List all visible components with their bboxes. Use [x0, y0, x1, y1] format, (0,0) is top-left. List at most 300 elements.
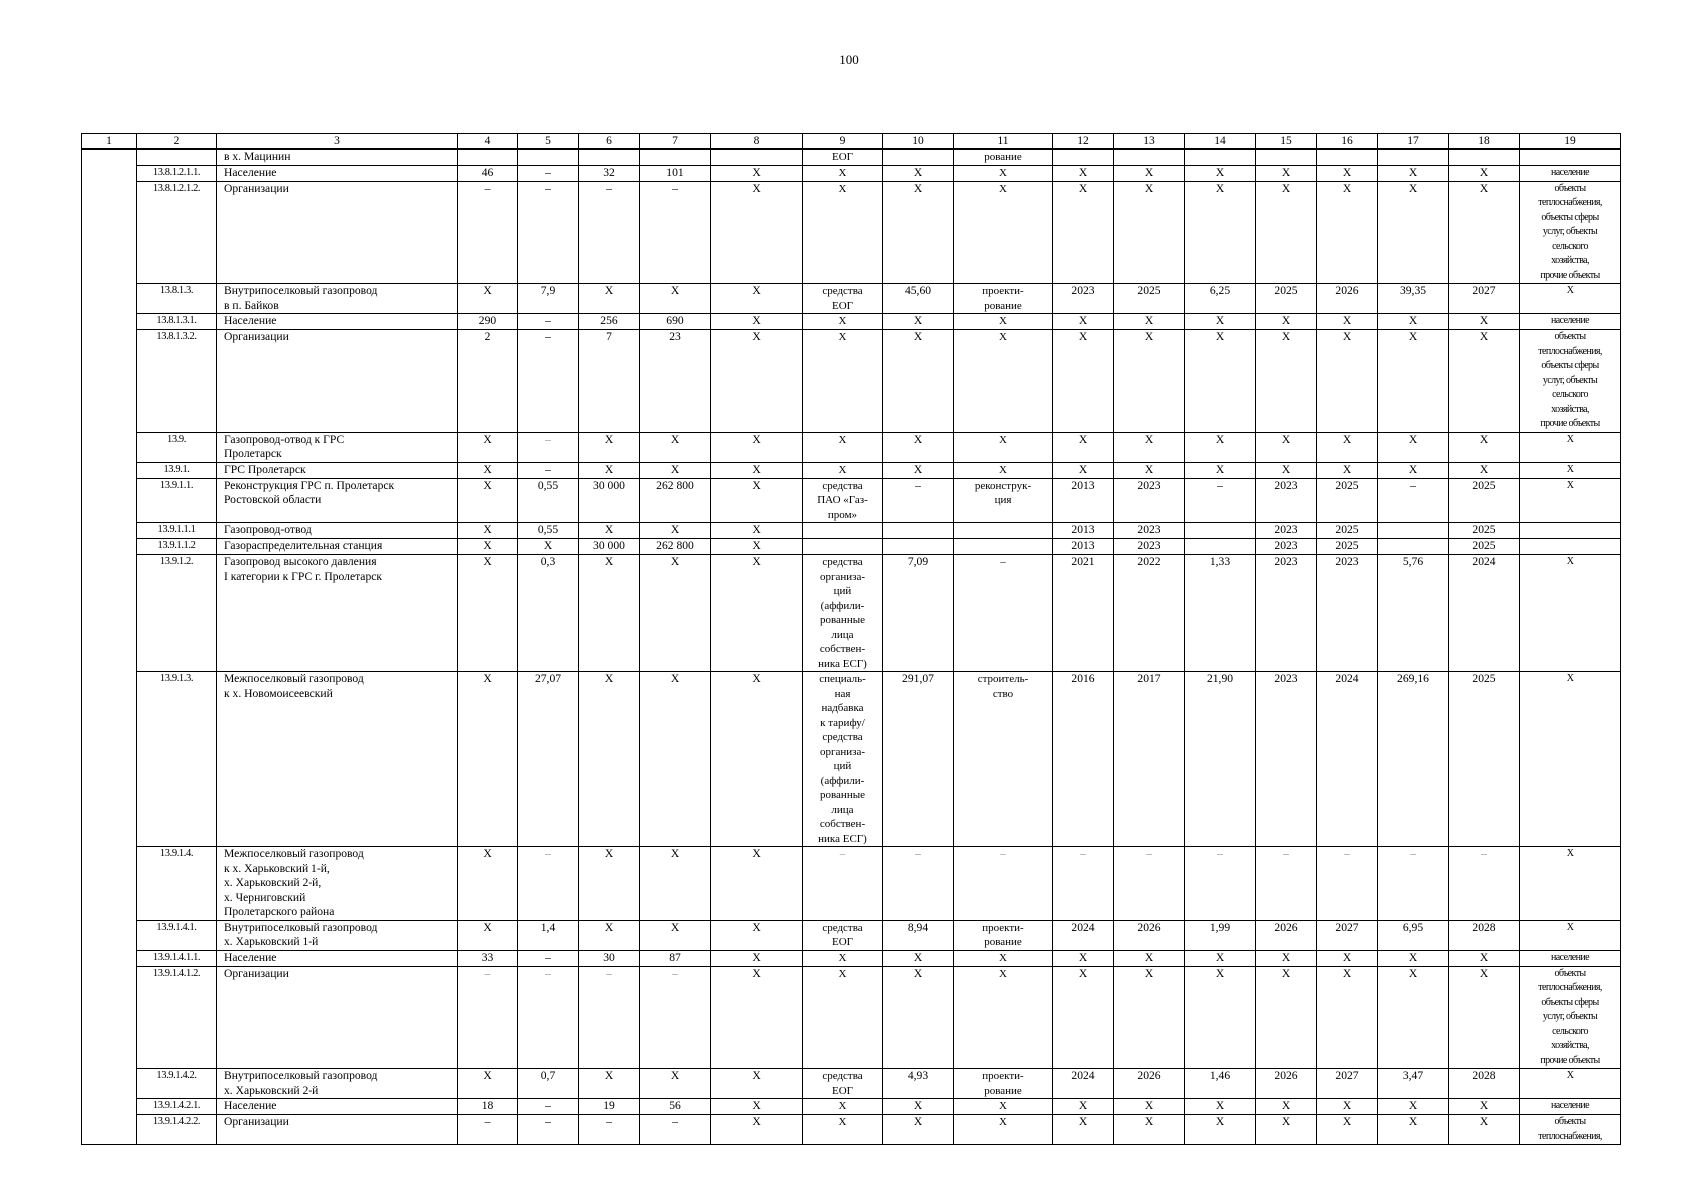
row-code: 13.9.1.4.	[137, 847, 217, 921]
table-cell: X	[458, 920, 518, 950]
table-cell: X	[803, 950, 883, 966]
header-col-10: 10	[883, 134, 954, 150]
table-cell: X	[1317, 181, 1378, 284]
table-cell: X	[1378, 1099, 1449, 1115]
category-cell	[1520, 523, 1621, 539]
table-cell: 2013	[1053, 478, 1114, 523]
table-cell	[954, 539, 1053, 555]
header-col-8: 8	[711, 134, 803, 150]
table-cell: X	[1185, 165, 1256, 181]
table-cell: –	[883, 847, 954, 921]
table-cell: X	[1185, 330, 1256, 433]
row-code	[137, 149, 217, 165]
table-cell: X	[711, 539, 803, 555]
row-code: 13.8.1.3.2.	[137, 330, 217, 433]
table-cell: X	[711, 478, 803, 523]
table-cell: X	[640, 1069, 711, 1099]
table-cell: 5,76	[1378, 555, 1449, 672]
table-row	[82, 847, 1621, 921]
table-cell: X	[883, 165, 954, 181]
table-cell: X	[458, 847, 518, 921]
table-cell: X	[458, 462, 518, 478]
table-cell: X	[1185, 1099, 1256, 1115]
table-cell: X	[711, 555, 803, 672]
table-cell	[803, 523, 883, 539]
table-cell: X	[1378, 165, 1449, 181]
table-cell: –	[458, 181, 518, 284]
table-cell: X	[1053, 314, 1114, 330]
row-code: 13.9.1.4.1.1.	[137, 950, 217, 966]
header-col-14: 14	[1185, 134, 1256, 150]
table-cell: 4,93	[883, 1069, 954, 1099]
table-cell: X	[1053, 165, 1114, 181]
object-name: Газопровод-отвод к ГРС Пролетарск	[217, 432, 458, 462]
object-name: Население	[217, 165, 458, 181]
table-cell: X	[711, 523, 803, 539]
table-cell: 39,35	[1378, 284, 1449, 314]
table-cell: X	[640, 523, 711, 539]
table-cell	[883, 149, 954, 165]
row-code: 13.9.1.4.1.2.	[137, 966, 217, 1069]
table-cell: X	[579, 284, 640, 314]
table-cell: X	[579, 555, 640, 672]
table-cell	[711, 149, 803, 165]
table-cell: X	[711, 330, 803, 433]
table-cell: X	[883, 462, 954, 478]
table-cell: 2025	[1317, 539, 1378, 555]
table-cell: 0,7	[518, 1069, 579, 1099]
table-cell: X	[1114, 966, 1185, 1069]
table-cell: X	[1449, 181, 1520, 284]
table-cell: 32	[579, 165, 640, 181]
table-cell	[1256, 149, 1317, 165]
row-code: 13.8.1.2.1.2.	[137, 181, 217, 284]
table-cell: X	[1185, 462, 1256, 478]
table-cell: X	[640, 555, 711, 672]
header-col-13: 13	[1114, 134, 1185, 150]
table-cell: 2025	[1256, 284, 1317, 314]
table-cell	[1185, 149, 1256, 165]
table-cell: 2025	[1317, 523, 1378, 539]
table-cell: 56	[640, 1099, 711, 1115]
table-row	[82, 555, 1621, 672]
object-name: Население	[217, 950, 458, 966]
object-name: Население	[217, 314, 458, 330]
table-cell: X	[579, 920, 640, 950]
table-cell: X	[579, 847, 640, 921]
table-cell: X	[1256, 966, 1317, 1069]
table-cell: средства ПАО «Газ- пром»	[803, 478, 883, 523]
table-cell: X	[1256, 165, 1317, 181]
table-cell: X	[1185, 432, 1256, 462]
header-col-17: 17	[1378, 134, 1449, 150]
table-cell: –	[1053, 847, 1114, 921]
table-cell: X	[1256, 462, 1317, 478]
table-cell	[458, 149, 518, 165]
table-row	[82, 1099, 1621, 1115]
table-cell: X	[458, 539, 518, 555]
table-cell: X	[458, 478, 518, 523]
header-col-18: 18	[1449, 134, 1520, 150]
table-cell	[1053, 149, 1114, 165]
row-code: 13.9.1.	[137, 462, 217, 478]
table-cell: X	[1317, 165, 1378, 181]
table-cell: X	[1449, 950, 1520, 966]
table-cell: X	[1053, 950, 1114, 966]
table-cell: специаль- ная надбавка к тарифу/ средства организа- ций (аффили- рованные лица собствен- ника ЕСГ)	[803, 672, 883, 847]
table-row	[82, 672, 1621, 847]
row-code: 13.9.	[137, 432, 217, 462]
table-cell: –	[458, 966, 518, 1069]
table-cell: 2023	[1256, 672, 1317, 847]
table-cell: X	[711, 1069, 803, 1099]
table-cell: X	[579, 432, 640, 462]
table-cell: X	[640, 462, 711, 478]
table-cell: X	[954, 1115, 1053, 1145]
table-cell: 7	[579, 330, 640, 433]
table-cell: X	[883, 1115, 954, 1145]
table-cell: 6,95	[1378, 920, 1449, 950]
table-cell	[1378, 149, 1449, 165]
table-cell: X	[1185, 181, 1256, 284]
table-cell: X	[954, 966, 1053, 1069]
table-cell	[1378, 539, 1449, 555]
header-col-15: 15	[1256, 134, 1317, 150]
table-cell: 1,4	[518, 920, 579, 950]
table-cell: X	[640, 284, 711, 314]
object-name: ГРС Пролетарск	[217, 462, 458, 478]
table-cell: X	[711, 432, 803, 462]
table-cell: X	[1449, 432, 1520, 462]
table-cell	[954, 523, 1053, 539]
table-cell: 21,90	[1185, 672, 1256, 847]
table-cell: 2025	[1449, 523, 1520, 539]
table-cell: X	[1256, 1115, 1317, 1145]
table-cell: 2026	[1114, 920, 1185, 950]
table-cell	[1185, 539, 1256, 555]
table-cell: 690	[640, 314, 711, 330]
header-col-5: 5	[518, 134, 579, 150]
table-cell: X	[883, 1099, 954, 1115]
table-cell: –	[579, 1115, 640, 1145]
table-cell: X	[1114, 330, 1185, 433]
table-cell: 269,16	[1378, 672, 1449, 847]
table-cell: X	[711, 165, 803, 181]
table-cell: 2027	[1317, 1069, 1378, 1099]
table-cell: X	[1317, 966, 1378, 1069]
table-cell: X	[1449, 966, 1520, 1069]
table-cell: 6,25	[1185, 284, 1256, 314]
table-cell: средства ЕОГ	[803, 1069, 883, 1099]
table-row	[82, 950, 1621, 966]
table-cell	[1449, 149, 1520, 165]
table-cell: X	[803, 165, 883, 181]
category-cell: население	[1520, 1099, 1621, 1115]
table-cell: проекти- рование	[954, 1069, 1053, 1099]
table-cell	[1317, 149, 1378, 165]
table-cell: X	[1185, 314, 1256, 330]
table-row	[82, 314, 1621, 330]
table-cell: средства ЕОГ	[803, 920, 883, 950]
table-cell: X	[711, 462, 803, 478]
table-cell: X	[1378, 432, 1449, 462]
table-row	[82, 149, 1621, 165]
table-cell: X	[1185, 950, 1256, 966]
table-cell: X	[1114, 165, 1185, 181]
table-cell: 2027	[1449, 284, 1520, 314]
table-cell: –	[579, 966, 640, 1069]
row-code: 13.8.1.3.	[137, 284, 217, 314]
table-cell: 2024	[1053, 920, 1114, 950]
table-cell: 19	[579, 1099, 640, 1115]
table-cell: X	[1317, 462, 1378, 478]
table-row	[82, 920, 1621, 950]
table-cell: 2	[458, 330, 518, 433]
header-col-3: 3	[217, 134, 458, 150]
object-name: Внутрипоселковый газопровод в п. Байков	[217, 284, 458, 314]
table-cell: 45,60	[883, 284, 954, 314]
table-cell: 27,07	[518, 672, 579, 847]
table-cell: X	[1378, 950, 1449, 966]
table-cell: X	[1114, 1099, 1185, 1115]
table-cell: 2026	[1256, 920, 1317, 950]
table-cell: X	[954, 432, 1053, 462]
table-cell: X	[711, 950, 803, 966]
table-cell: –	[518, 966, 579, 1069]
table-cell: –	[579, 181, 640, 284]
table-cell: 1,33	[1185, 555, 1256, 672]
row-code: 13.8.1.2.1.1.	[137, 165, 217, 181]
table-cell: X	[458, 555, 518, 672]
table-cell: –	[518, 1099, 579, 1115]
table-cell: X	[1317, 1115, 1378, 1145]
row-code: 13.9.1.2.	[137, 555, 217, 672]
table-cell: 2025	[1317, 478, 1378, 523]
table-cell: 2022	[1114, 555, 1185, 672]
row-code: 13.9.1.3.	[137, 672, 217, 847]
table-cell: 2023	[1256, 539, 1317, 555]
table-cell: –	[1185, 478, 1256, 523]
table-cell: X	[640, 847, 711, 921]
table-row	[82, 539, 1621, 555]
table-cell: 18	[458, 1099, 518, 1115]
table-cell: X	[1053, 432, 1114, 462]
table-cell: X	[803, 1099, 883, 1115]
table-cell: X	[640, 920, 711, 950]
object-name: Внутрипоселковый газопровод х. Харьковский 2-й	[217, 1069, 458, 1099]
table-cell: X	[1256, 314, 1317, 330]
table-cell	[883, 523, 954, 539]
table-cell: X	[1378, 330, 1449, 433]
header-col-6: 6	[579, 134, 640, 150]
table-cell: X	[954, 314, 1053, 330]
table-cell: 2026	[1317, 284, 1378, 314]
row-code: 13.9.1.1.2	[137, 539, 217, 555]
table-cell: –	[518, 314, 579, 330]
table-row	[82, 181, 1621, 284]
header-col-2: 2	[137, 134, 217, 150]
table-cell	[883, 539, 954, 555]
table-row	[82, 284, 1621, 314]
table-cell: –	[1378, 478, 1449, 523]
category-cell: объекты теплоснабжения, объекты сферы услуг, объекты сельского хозяйства, прочие объекты	[1520, 966, 1621, 1069]
table-cell: X	[711, 1099, 803, 1115]
table-cell: 2025	[1449, 478, 1520, 523]
object-name: Организации	[217, 181, 458, 284]
table-cell: X	[1256, 181, 1317, 284]
table-cell: X	[711, 181, 803, 284]
header-col-9: 9	[803, 134, 883, 150]
table-row	[82, 1115, 1621, 1145]
table-cell: –	[1378, 847, 1449, 921]
table-cell: 2025	[1114, 284, 1185, 314]
table-cell: –	[803, 847, 883, 921]
table-cell: 291,07	[883, 672, 954, 847]
table-cell: –	[518, 462, 579, 478]
table-cell: X	[803, 966, 883, 1069]
table-cell: 2026	[1256, 1069, 1317, 1099]
category-cell: X	[1520, 462, 1621, 478]
category-cell: X	[1520, 555, 1621, 672]
table-cell: 1,46	[1185, 1069, 1256, 1099]
table-cell: 87	[640, 950, 711, 966]
category-cell: X	[1520, 847, 1621, 921]
table-cell: –	[518, 1115, 579, 1145]
table-cell: 0,55	[518, 478, 579, 523]
table-cell: 2027	[1317, 920, 1378, 950]
table-cell: X	[1378, 1115, 1449, 1145]
table-cell: X	[1256, 950, 1317, 966]
category-cell: объекты теплоснабжения, объекты сферы услуг, объекты сельского хозяйства, прочие объекты	[1520, 330, 1621, 433]
row-code: 13.9.1.4.2.2.	[137, 1115, 217, 1145]
table-cell: X	[1317, 314, 1378, 330]
table-cell: X	[1053, 1099, 1114, 1115]
table-cell: X	[1317, 432, 1378, 462]
table-cell: X	[803, 432, 883, 462]
table-cell: 8,94	[883, 920, 954, 950]
category-cell: X	[1520, 432, 1621, 462]
table-cell: X	[883, 330, 954, 433]
object-name: Межпоселковый газопровод к х. Харьковский 1-й, х. Харьковский 2-й, х. Черниговский Пролетарского района	[217, 847, 458, 921]
table-cell: 2023	[1053, 284, 1114, 314]
object-name: в х. Мацинин	[217, 149, 458, 165]
table-cell: X	[1317, 330, 1378, 433]
table-cell: –	[458, 1115, 518, 1145]
row-code: 13.9.1.4.2.	[137, 1069, 217, 1099]
table-cell: 46	[458, 165, 518, 181]
table-cell: X	[1378, 966, 1449, 1069]
table-cell	[640, 149, 711, 165]
table-cell: X	[579, 462, 640, 478]
table-cell: 30 000	[579, 539, 640, 555]
table-cell: 2013	[1053, 523, 1114, 539]
category-cell: X	[1520, 920, 1621, 950]
table-cell: X	[1053, 966, 1114, 1069]
table-cell: X	[803, 1115, 883, 1145]
object-name: Реконструкция ГРС п. Пролетарск Ростовской области	[217, 478, 458, 523]
table-cell: 33	[458, 950, 518, 966]
table-cell: X	[954, 330, 1053, 433]
object-name: Население	[217, 1099, 458, 1115]
row-code: 13.9.1.4.2.1.	[137, 1099, 217, 1115]
table-cell: –	[518, 181, 579, 284]
category-cell	[1520, 539, 1621, 555]
table-cell: 0,55	[518, 523, 579, 539]
table-cell: –	[1256, 847, 1317, 921]
row-code: 13.9.1.1.	[137, 478, 217, 523]
column-1-merged-cell	[82, 149, 137, 1145]
object-name: Внутрипоселковый газопровод х. Харьковский 1-й	[217, 920, 458, 950]
category-cell: X	[1520, 284, 1621, 314]
table-cell: 2025	[1449, 672, 1520, 847]
header-col-12: 12	[1053, 134, 1114, 150]
table-cell: 0,3	[518, 555, 579, 672]
table-cell: X	[1114, 462, 1185, 478]
table-cell: 256	[579, 314, 640, 330]
table-cell: –	[1449, 847, 1520, 921]
table-cell	[1114, 149, 1185, 165]
table-cell: X	[1449, 330, 1520, 433]
table-cell: 2026	[1114, 1069, 1185, 1099]
table-cell: 262 800	[640, 478, 711, 523]
table-row	[82, 523, 1621, 539]
table-cell: X	[518, 539, 579, 555]
table-cell: X	[803, 181, 883, 284]
table-cell: X	[1449, 1115, 1520, 1145]
header-col-4: 4	[458, 134, 518, 150]
category-cell: население	[1520, 165, 1621, 181]
table-cell: X	[1449, 1099, 1520, 1115]
table-cell: 23	[640, 330, 711, 433]
table-cell: X	[458, 284, 518, 314]
table-cell: 2023	[1114, 523, 1185, 539]
table-cell: X	[1449, 314, 1520, 330]
table-cell: –	[518, 330, 579, 433]
table-cell: 2021	[1053, 555, 1114, 672]
table-row	[82, 478, 1621, 523]
table-cell: X	[803, 330, 883, 433]
table-cell: X	[954, 950, 1053, 966]
table-cell: X	[579, 672, 640, 847]
header-col-16: 16	[1317, 134, 1378, 150]
table-cell: X	[1317, 950, 1378, 966]
table-row	[82, 432, 1621, 462]
table-cell: X	[711, 966, 803, 1069]
table-cell: 7,9	[518, 284, 579, 314]
row-code: 13.9.1.1.1	[137, 523, 217, 539]
table-cell: X	[1114, 314, 1185, 330]
row-code: 13.9.1.4.1.	[137, 920, 217, 950]
table-cell	[1185, 523, 1256, 539]
table-cell: X	[954, 181, 1053, 284]
table-cell: X	[579, 523, 640, 539]
table-cell: X	[640, 672, 711, 847]
table-cell: X	[1114, 950, 1185, 966]
table-cell: X	[458, 1069, 518, 1099]
table-cell: X	[883, 966, 954, 1069]
table-cell: X	[1378, 462, 1449, 478]
table-cell: 2023	[1256, 478, 1317, 523]
header-col-1: 1	[82, 134, 137, 150]
table-cell: X	[711, 1115, 803, 1145]
table-cell: 101	[640, 165, 711, 181]
page-number: 100	[839, 52, 859, 67]
table-cell: 2016	[1053, 672, 1114, 847]
table-cell	[1378, 523, 1449, 539]
table-cell: X	[883, 432, 954, 462]
table-cell: X	[883, 314, 954, 330]
table-cell: –	[954, 847, 1053, 921]
